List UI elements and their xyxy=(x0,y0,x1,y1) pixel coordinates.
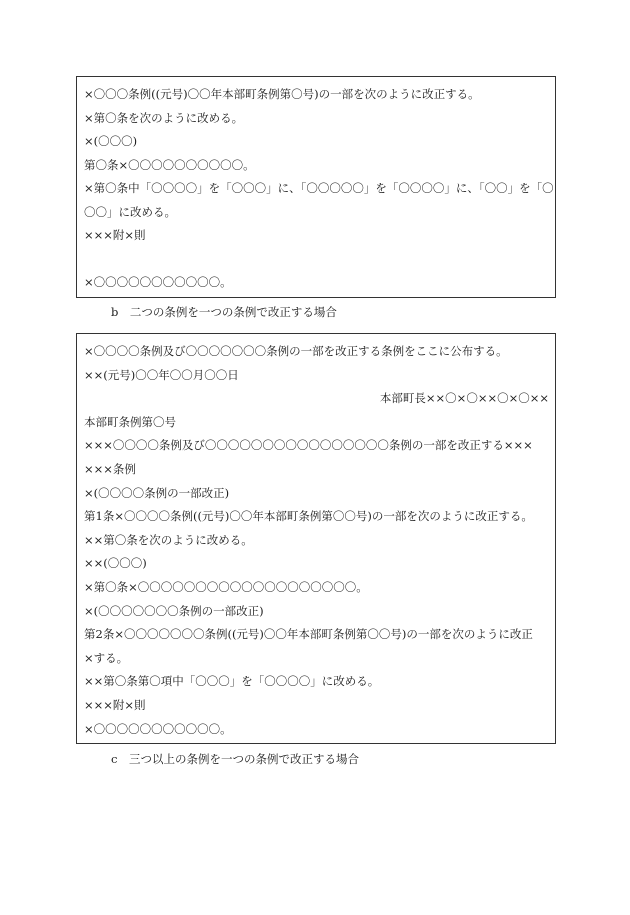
blank-line xyxy=(84,248,549,272)
text-line: ×する。 xyxy=(84,650,129,665)
section-caption-c: c 三つ以上の条例を一つの条例で改正する場合 xyxy=(111,752,359,766)
text-line: ××(〇〇〇) xyxy=(84,556,147,571)
text-line: ×××〇〇〇〇条例及び〇〇〇〇〇〇〇〇〇〇〇〇〇〇〇〇条例の一部を改正する××× xyxy=(84,438,533,453)
text-line: ×××条例 xyxy=(84,461,136,476)
text-line: ×〇〇〇〇〇〇〇〇〇〇〇。 xyxy=(84,275,232,289)
text-line: ×(〇〇〇〇〇〇〇条例の一部改正) xyxy=(84,603,264,618)
text-line: ×(〇〇〇〇条例の一部改正) xyxy=(84,485,230,500)
text-line: ×第〇条×〇〇〇〇〇〇〇〇〇〇〇〇〇〇〇〇〇〇〇。 xyxy=(84,579,368,594)
text-line: ××第〇条を次のように改める。 xyxy=(84,532,253,547)
text-line: ×第〇条中「〇〇〇〇」を「〇〇〇」に、「〇〇〇〇〇」を「〇〇〇〇」に、「〇〇」を「〇 xyxy=(84,181,554,195)
text-line: ×〇〇〇〇条例及び〇〇〇〇〇〇〇条例の一部を改正する条例をここに公布する。 xyxy=(84,344,508,358)
amendment-example-box-two-ordinances xyxy=(76,333,556,744)
text-line: ××第〇条第〇項中「〇〇〇」を「〇〇〇〇」に改める。 xyxy=(84,674,380,689)
text-line: ××(元号)〇〇年〇〇月〇〇日 xyxy=(84,367,239,382)
text-line: 第〇条×〇〇〇〇〇〇〇〇〇〇。 xyxy=(84,157,255,172)
section-caption-b: b 二つの条例を一つの条例で改正する場合 xyxy=(111,305,337,319)
amendment-example-box-single xyxy=(76,76,556,298)
text-line: ×××附×則 xyxy=(84,228,146,242)
text-line: ×××附×則 xyxy=(84,697,146,712)
text-line: 本部町条例第〇号 xyxy=(84,414,176,429)
mayor-signature-line: 本部町長××〇×〇××〇×〇×× xyxy=(379,391,549,406)
text-line: ×(〇〇〇) xyxy=(84,134,138,148)
text-line: 〇〇」に改める。 xyxy=(84,204,176,219)
text-line: ×第〇条を次のように改める。 xyxy=(84,110,244,125)
text-line: ×〇〇〇〇〇〇〇〇〇〇〇。 xyxy=(84,721,232,736)
text-line: ×〇〇〇条例((元号)〇〇年本部町条例第〇号)の一部を次のように改正する。 xyxy=(84,87,480,101)
text-line: 第2条×〇〇〇〇〇〇〇条例((元号)〇〇年本部町条例第〇〇号)の一部を次のように改正 xyxy=(84,627,533,642)
text-line: 第1条×〇〇〇〇条例((元号)〇〇年本部町条例第〇〇号)の一部を次のように改正する。 xyxy=(84,509,533,524)
